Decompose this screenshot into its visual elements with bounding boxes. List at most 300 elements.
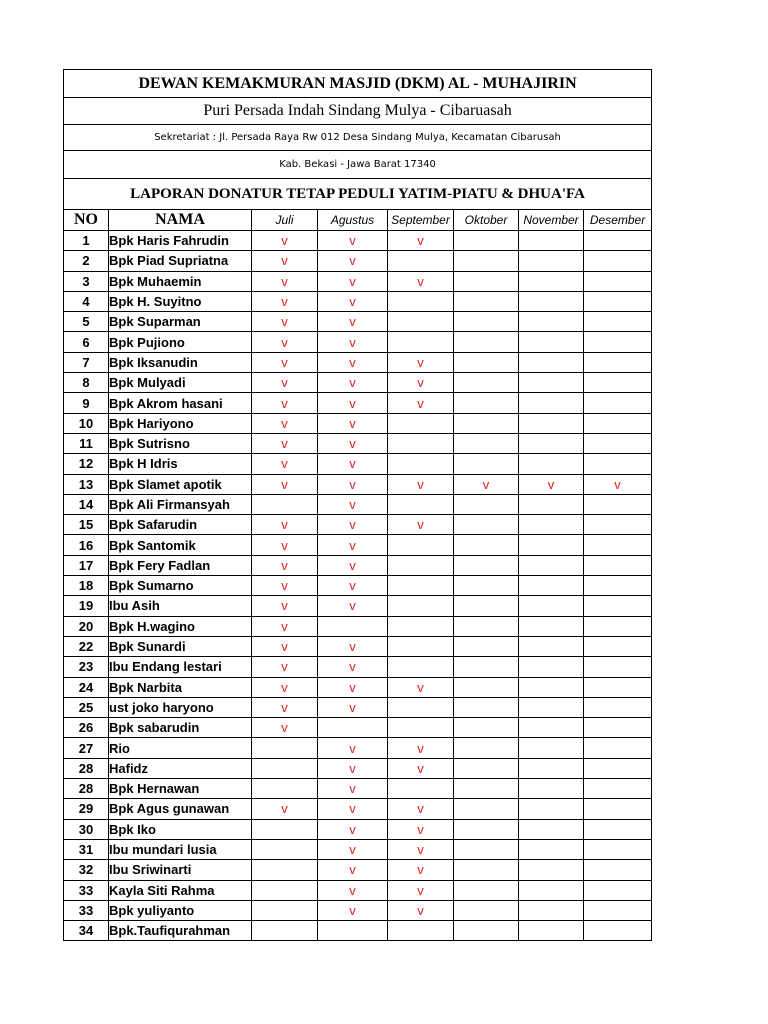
donor-name: Bpk Hernawan (109, 779, 252, 799)
month-cell-september (388, 332, 454, 352)
row-number: 29 (64, 799, 109, 819)
month-cell-oktober (454, 738, 519, 758)
month-cell-oktober (454, 576, 519, 596)
month-cell-september: v (388, 799, 454, 819)
month-cell-november (519, 555, 584, 575)
month-cell-september (388, 636, 454, 656)
row-number: 26 (64, 718, 109, 738)
month-cell-september: v (388, 880, 454, 900)
table-row (64, 271, 652, 291)
month-cell-juli (252, 860, 318, 880)
month-cell-september: v (388, 839, 454, 859)
month-cell-desember (584, 596, 652, 616)
month-cell-desember (584, 697, 652, 717)
month-cell-desember: v (584, 474, 652, 494)
donor-name: Bpk Akrom hasani (109, 393, 252, 413)
donor-name: Rio (109, 738, 252, 758)
month-cell-agustus: v (318, 758, 388, 778)
month-cell-agustus: v (318, 393, 388, 413)
month-cell-juli: v (252, 555, 318, 575)
month-cell-oktober (454, 454, 519, 474)
month-cell-juli: v (252, 393, 318, 413)
month-cell-november (519, 900, 584, 920)
donor-name: Ibu Endang lestari (109, 657, 252, 677)
row-number: 34 (64, 921, 109, 941)
month-cell-desember (584, 758, 652, 778)
month-cell-september (388, 697, 454, 717)
donor-name: Hafidz (109, 758, 252, 778)
month-cell-juli: v (252, 231, 318, 251)
month-cell-oktober (454, 494, 519, 514)
donor-name: Bpk Hariyono (109, 413, 252, 433)
month-cell-oktober (454, 616, 519, 636)
month-cell-desember (584, 393, 652, 413)
column-header-november: November (519, 210, 584, 231)
month-cell-september: v (388, 271, 454, 291)
month-cell-september: v (388, 860, 454, 880)
donor-name: Bpk Narbita (109, 677, 252, 697)
month-cell-september (388, 433, 454, 453)
month-cell-desember (584, 677, 652, 697)
month-cell-oktober (454, 555, 519, 575)
month-cell-september (388, 555, 454, 575)
month-cell-agustus (318, 921, 388, 941)
month-cell-desember (584, 352, 652, 372)
month-cell-desember (584, 900, 652, 920)
row-number: 1 (64, 231, 109, 251)
table-row (64, 718, 652, 738)
month-cell-juli (252, 921, 318, 941)
month-cell-september: v (388, 515, 454, 535)
row-number: 4 (64, 291, 109, 311)
month-cell-agustus: v (318, 494, 388, 514)
row-number: 27 (64, 738, 109, 758)
month-cell-agustus: v (318, 515, 388, 535)
month-cell-oktober (454, 271, 519, 291)
month-cell-november: v (519, 474, 584, 494)
donor-name: Bpk Safarudin (109, 515, 252, 535)
donor-name: Bpk H. Suyitno (109, 291, 252, 311)
month-cell-agustus: v (318, 251, 388, 271)
month-cell-oktober (454, 393, 519, 413)
month-cell-desember (584, 332, 652, 352)
table-row (64, 312, 652, 332)
table-row (64, 596, 652, 616)
month-cell-juli (252, 779, 318, 799)
month-cell-agustus: v (318, 454, 388, 474)
month-cell-oktober (454, 860, 519, 880)
month-cell-november (519, 494, 584, 514)
row-number: 31 (64, 839, 109, 859)
table-row (64, 880, 652, 900)
month-cell-juli (252, 738, 318, 758)
month-cell-agustus: v (318, 576, 388, 596)
month-cell-juli: v (252, 413, 318, 433)
donor-name: Bpk Sumarno (109, 576, 252, 596)
row-number: 12 (64, 454, 109, 474)
org-title: DEWAN KEMAKMURAN MASJID (DKM) AL - MUHAJIRIN (64, 70, 652, 98)
month-cell-juli (252, 880, 318, 900)
month-cell-agustus: v (318, 738, 388, 758)
month-cell-oktober (454, 535, 519, 555)
month-cell-desember (584, 839, 652, 859)
month-cell-desember (584, 312, 652, 332)
donor-name: Bpk Sunardi (109, 636, 252, 656)
month-cell-agustus: v (318, 352, 388, 372)
month-cell-agustus: v (318, 332, 388, 352)
month-cell-oktober (454, 332, 519, 352)
month-cell-juli: v (252, 271, 318, 291)
month-cell-agustus: v (318, 677, 388, 697)
table-row (64, 332, 652, 352)
month-cell-september: v (388, 900, 454, 920)
donor-name: Bpk H Idris (109, 454, 252, 474)
month-cell-november (519, 738, 584, 758)
month-cell-juli: v (252, 697, 318, 717)
month-cell-juli: v (252, 312, 318, 332)
month-cell-november (519, 413, 584, 433)
donor-name: Kayla Siti Rahma (109, 880, 252, 900)
table-row (64, 515, 652, 535)
month-cell-oktober (454, 779, 519, 799)
donor-name: Bpk Sutrisno (109, 433, 252, 453)
month-cell-november (519, 454, 584, 474)
row-number: 13 (64, 474, 109, 494)
month-cell-september (388, 312, 454, 332)
month-cell-juli (252, 839, 318, 859)
column-header-no: NO (64, 210, 109, 231)
row-number: 6 (64, 332, 109, 352)
month-cell-oktober: v (454, 474, 519, 494)
month-cell-november (519, 515, 584, 535)
month-cell-agustus: v (318, 312, 388, 332)
month-cell-agustus (318, 718, 388, 738)
month-cell-juli: v (252, 616, 318, 636)
month-cell-oktober (454, 312, 519, 332)
month-cell-oktober (454, 657, 519, 677)
donor-name: Bpk Santomik (109, 535, 252, 555)
donor-name: Bpk Iksanudin (109, 352, 252, 372)
month-cell-november (519, 779, 584, 799)
row-number: 28 (64, 779, 109, 799)
month-cell-juli: v (252, 636, 318, 656)
donor-name: Bpk.Taufiqurahman (109, 921, 252, 941)
month-cell-oktober (454, 636, 519, 656)
month-cell-oktober (454, 231, 519, 251)
month-cell-agustus: v (318, 799, 388, 819)
table-row (64, 373, 652, 393)
row-number: 33 (64, 880, 109, 900)
row-number: 17 (64, 555, 109, 575)
row-number: 30 (64, 819, 109, 839)
month-cell-desember (584, 231, 652, 251)
row-number: 33 (64, 900, 109, 920)
month-cell-desember (584, 271, 652, 291)
month-cell-november (519, 718, 584, 738)
table-row (64, 636, 652, 656)
donor-name: Bpk sabarudin (109, 718, 252, 738)
month-cell-september (388, 616, 454, 636)
month-cell-desember (584, 819, 652, 839)
month-cell-juli: v (252, 657, 318, 677)
month-cell-desember (584, 433, 652, 453)
table-row (64, 393, 652, 413)
month-cell-juli: v (252, 799, 318, 819)
month-cell-juli: v (252, 373, 318, 393)
month-cell-agustus: v (318, 271, 388, 291)
table-row (64, 839, 652, 859)
row-number: 2 (64, 251, 109, 271)
month-cell-juli: v (252, 454, 318, 474)
donor-name: Bpk Agus gunawan (109, 799, 252, 819)
row-number: 8 (64, 373, 109, 393)
month-cell-november (519, 839, 584, 859)
month-cell-agustus: v (318, 839, 388, 859)
month-cell-agustus: v (318, 900, 388, 920)
month-cell-agustus (318, 616, 388, 636)
month-cell-juli (252, 900, 318, 920)
donor-name: Bpk Ali Firmansyah (109, 494, 252, 514)
month-cell-september: v (388, 474, 454, 494)
month-cell-september: v (388, 819, 454, 839)
regency-address: Kab. Bekasi - Jawa Barat 17340 (64, 151, 652, 179)
month-cell-juli: v (252, 474, 318, 494)
donor-name: ust joko haryono (109, 697, 252, 717)
month-cell-juli: v (252, 515, 318, 535)
month-cell-desember (584, 738, 652, 758)
month-cell-november (519, 291, 584, 311)
month-cell-november (519, 657, 584, 677)
table-row (64, 454, 652, 474)
month-cell-september: v (388, 758, 454, 778)
row-number: 15 (64, 515, 109, 535)
row-number: 32 (64, 860, 109, 880)
table-row (64, 758, 652, 778)
month-cell-september (388, 413, 454, 433)
row-number: 16 (64, 535, 109, 555)
month-cell-november (519, 576, 584, 596)
month-cell-agustus: v (318, 555, 388, 575)
month-cell-desember (584, 291, 652, 311)
month-cell-desember (584, 657, 652, 677)
month-cell-juli (252, 819, 318, 839)
row-number: 11 (64, 433, 109, 453)
month-cell-desember (584, 880, 652, 900)
month-cell-juli (252, 758, 318, 778)
month-cell-november (519, 352, 584, 372)
month-cell-september (388, 779, 454, 799)
donor-name: Bpk H.wagino (109, 616, 252, 636)
month-cell-september (388, 494, 454, 514)
table-row (64, 251, 652, 271)
month-cell-november (519, 312, 584, 332)
month-cell-november (519, 819, 584, 839)
month-cell-juli: v (252, 291, 318, 311)
month-cell-oktober (454, 921, 519, 941)
month-cell-desember (584, 779, 652, 799)
donor-name: Ibu mundari lusia (109, 839, 252, 859)
table-row (64, 921, 652, 941)
donor-name: Bpk Mulyadi (109, 373, 252, 393)
month-cell-november (519, 677, 584, 697)
month-cell-september: v (388, 677, 454, 697)
month-cell-agustus: v (318, 819, 388, 839)
month-cell-oktober (454, 839, 519, 859)
month-cell-oktober (454, 819, 519, 839)
month-cell-oktober (454, 596, 519, 616)
row-number: 22 (64, 636, 109, 656)
month-cell-agustus: v (318, 535, 388, 555)
month-cell-agustus: v (318, 636, 388, 656)
month-cell-september (388, 718, 454, 738)
row-number: 5 (64, 312, 109, 332)
table-row (64, 819, 652, 839)
month-cell-agustus: v (318, 231, 388, 251)
month-cell-juli: v (252, 352, 318, 372)
month-cell-oktober (454, 373, 519, 393)
donor-name: Bpk Suparman (109, 312, 252, 332)
donor-name: Ibu Sriwinarti (109, 860, 252, 880)
month-cell-oktober (454, 291, 519, 311)
month-cell-november (519, 880, 584, 900)
column-header-juli: Juli (252, 210, 318, 231)
table-row (64, 677, 652, 697)
donor-name: Bpk Slamet apotik (109, 474, 252, 494)
column-header-name: NAMA (109, 210, 252, 231)
table-row (64, 231, 652, 251)
month-cell-november (519, 799, 584, 819)
donor-name: Bpk Pujiono (109, 332, 252, 352)
month-cell-agustus: v (318, 291, 388, 311)
month-cell-desember (584, 636, 652, 656)
month-cell-juli: v (252, 718, 318, 738)
table-row (64, 697, 652, 717)
month-cell-september (388, 657, 454, 677)
month-cell-november (519, 393, 584, 413)
row-number: 3 (64, 271, 109, 291)
table-row (64, 494, 652, 514)
month-cell-juli: v (252, 433, 318, 453)
row-number: 19 (64, 596, 109, 616)
month-cell-desember (584, 616, 652, 636)
table-row (64, 860, 652, 880)
donor-name: Bpk Muhaemin (109, 271, 252, 291)
row-number: 28 (64, 758, 109, 778)
month-cell-desember (584, 921, 652, 941)
table-row (64, 799, 652, 819)
month-cell-agustus: v (318, 474, 388, 494)
month-cell-september (388, 251, 454, 271)
month-cell-november (519, 433, 584, 453)
table-row (64, 738, 652, 758)
month-cell-agustus: v (318, 413, 388, 433)
report-title: LAPORAN DONATUR TETAP PEDULI YATIM-PIATU & DHUA'FA (64, 179, 652, 210)
donor-name: Bpk Haris Fahrudin (109, 231, 252, 251)
month-cell-november (519, 373, 584, 393)
secretariat-address: Sekretariat : Jl. Persada Raya Rw 012 Desa Sindang Mulya, Kecamatan Cibarusah (64, 125, 652, 151)
month-cell-desember (584, 860, 652, 880)
month-cell-oktober (454, 515, 519, 535)
month-cell-september (388, 921, 454, 941)
month-cell-desember (584, 515, 652, 535)
month-cell-desember (584, 251, 652, 271)
column-header-desember: Desember (584, 210, 652, 231)
month-cell-agustus: v (318, 880, 388, 900)
month-cell-september: v (388, 738, 454, 758)
month-cell-november (519, 596, 584, 616)
month-cell-november (519, 636, 584, 656)
month-cell-oktober (454, 677, 519, 697)
month-cell-november (519, 758, 584, 778)
month-cell-agustus: v (318, 779, 388, 799)
month-cell-juli: v (252, 251, 318, 271)
table-row (64, 900, 652, 920)
month-cell-november (519, 535, 584, 555)
month-cell-oktober (454, 413, 519, 433)
month-cell-agustus: v (318, 433, 388, 453)
month-cell-agustus: v (318, 373, 388, 393)
donor-name: Bpk Iko (109, 819, 252, 839)
month-cell-september: v (388, 352, 454, 372)
month-cell-september (388, 454, 454, 474)
table-row (64, 474, 652, 494)
month-cell-november (519, 921, 584, 941)
month-cell-september: v (388, 393, 454, 413)
table-row (64, 555, 652, 575)
month-cell-oktober (454, 799, 519, 819)
row-number: 25 (64, 697, 109, 717)
row-number: 20 (64, 616, 109, 636)
org-subtitle: Puri Persada Indah Sindang Mulya - Cibaruasah (64, 98, 652, 125)
month-cell-desember (584, 454, 652, 474)
month-cell-november (519, 271, 584, 291)
month-cell-oktober (454, 758, 519, 778)
month-cell-juli (252, 494, 318, 514)
month-cell-agustus: v (318, 697, 388, 717)
row-number: 23 (64, 657, 109, 677)
month-cell-juli: v (252, 332, 318, 352)
month-cell-juli: v (252, 677, 318, 697)
month-cell-september (388, 535, 454, 555)
table-row (64, 657, 652, 677)
month-cell-september: v (388, 231, 454, 251)
month-cell-november (519, 697, 584, 717)
month-cell-juli: v (252, 535, 318, 555)
table-row (64, 779, 652, 799)
table-row (64, 433, 652, 453)
table-row (64, 576, 652, 596)
table-row (64, 291, 652, 311)
month-cell-desember (584, 718, 652, 738)
month-cell-agustus: v (318, 657, 388, 677)
month-cell-oktober (454, 900, 519, 920)
table-row (64, 535, 652, 555)
donor-name: Bpk Fery Fadlan (109, 555, 252, 575)
month-cell-oktober (454, 352, 519, 372)
row-number: 10 (64, 413, 109, 433)
month-cell-september: v (388, 373, 454, 393)
table-row (64, 616, 652, 636)
row-number: 14 (64, 494, 109, 514)
row-number: 7 (64, 352, 109, 372)
month-cell-desember (584, 555, 652, 575)
donor-name: Bpk yuliyanto (109, 900, 252, 920)
month-cell-september (388, 291, 454, 311)
month-cell-oktober (454, 433, 519, 453)
month-cell-desember (584, 799, 652, 819)
donor-report-table (63, 69, 652, 941)
month-cell-desember (584, 535, 652, 555)
